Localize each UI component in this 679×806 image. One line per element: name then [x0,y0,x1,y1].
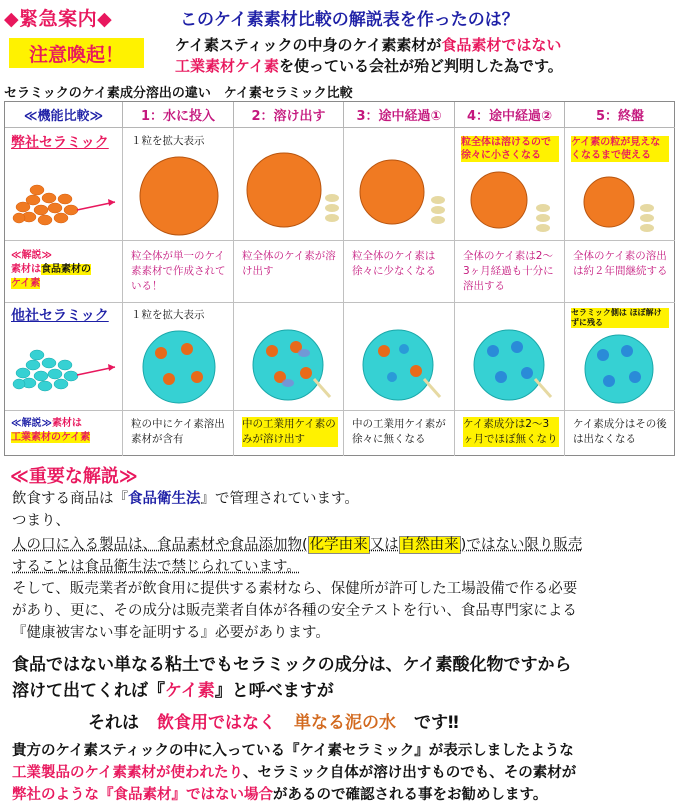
row2-note [11,417,90,445]
important-p3 [12,534,582,556]
row1-stage5-caption: ケイ素の粒が見えなくなるまで使える [571,136,669,162]
row2-exp2-cell [234,411,344,456]
big2-b: ケイ素 [165,681,215,701]
big-line-3 [88,710,459,736]
row2-stage1-cell [123,303,234,411]
intro-line2-a: 工業素材ケイ素 [175,57,279,75]
c2-a: 工業製品のケイ素素材が使われたり [12,765,243,781]
important-p7: 『健康被害ない事を証明する』必要があります。 [12,625,330,641]
p1-b: 食品衛生法 [128,491,201,507]
row1-stage4-cell [455,128,565,241]
row2-stage4-cell [455,303,565,411]
row1-stage5-cell [565,128,675,241]
row2-exp2: 中の工業用ケイ素のみが溶け出す [242,417,338,447]
row1-exp5-cell [565,241,675,303]
row2-stage2-cell [234,303,344,411]
intro-text [175,35,563,77]
closing-line-2 [12,762,576,784]
row1-exp4-cell [455,241,565,303]
row2-note-cell [5,411,123,456]
cyan-ball-releasing-icon [250,325,340,409]
row1-exp1: 粒全体が単一のケイ素素材で作成されている！ [131,250,226,292]
col-header-1: 1：水に投入 [123,102,234,128]
row2-exp4: ケイ素成分は2〜3ヶ月でほぼ無くなり [463,418,558,445]
orange-ball-large-icon [137,154,221,238]
caution-badge: 注意喚起！ [9,38,144,68]
row1-exp3-cell [344,241,455,303]
row1-exp2: 粒全体のケイ素が溶け出す [242,250,336,277]
closing-line-3 [12,784,547,806]
row2-note-b: 工業素材のケイ素 [11,432,91,443]
row1-note [11,249,91,291]
cyan-ball-with-orange-icon [139,327,219,407]
big3-a: それは [88,713,139,733]
big2-a: 溶けて出てくれば『 [12,681,165,701]
important-title: ≪重要な解説≫ [10,466,138,487]
c2-b: 、セラミック自体が溶け出すものでも、その素材が [242,765,577,781]
row1-label: 弊社セラミック [11,135,109,151]
row2-label: 他社セラミック [11,308,109,324]
closing-line-1: 貴方のケイ素スティックの中に入っている『ケイ素セラミック』が表示しましたような [12,743,574,759]
orange-ball-dissolving-icon [244,150,342,234]
row2-stage3-cell [344,303,455,411]
row2-exp1: 粒の中にケイ素溶出素材が含有 [131,418,225,445]
cyan-ball-fewer-orange-icon [360,325,450,409]
intro-line1-b: 食品素材ではない [441,36,562,54]
c3-b: があるので確認される事をお勧めします。 [273,787,548,803]
row2-exp1-cell [123,411,234,456]
col-header-2: 2：溶け出す [234,102,344,128]
row2-exp5-cell [565,411,675,456]
orange-ball-tiny-icon [581,172,671,238]
col-header-0: ≪機能比較≫ [5,102,123,128]
row2-note-label: ≪解説≫ [11,418,52,429]
intro-line1-a: ケイ素スティックの中身のケイ素素材が [175,36,442,54]
row1-exp2-cell [234,241,344,303]
row2-stage5-caption: セラミック側は ほぼ解けずに残る [571,308,669,328]
big2-c: 』と呼べますが [214,681,334,701]
row1-exp5: 全体のケイ素の溶出は約２年間継続する [573,250,668,277]
comparison-table [4,101,675,456]
big3-c: 単なる泥の水 [294,713,396,733]
row1-note-label: ≪解説≫ [11,250,52,261]
p3-a: 人の口に入る製品は、食品素材や食品添加物( [12,537,308,553]
row1-note-c: ケイ素 [11,278,41,289]
important-p2: つまり、 [12,513,70,529]
orange-ball-medium-icon [356,154,454,234]
col-header-4: 4：途中経過② [455,102,565,128]
cyan-ball-final-icon [581,331,661,409]
important-p1 [12,488,359,510]
row1-stage1-cell [123,128,234,241]
row2-label-cell [5,303,123,411]
c3-a: 弊社のような『食品素材』ではない場合 [12,787,273,803]
row1-stage2-cell [234,128,344,241]
p3-b: 化学由来 [309,537,368,553]
urgent-label: ◆緊急案内◆ [4,8,113,30]
big3-d: です‼ [414,713,459,733]
cyan-granules-icon [11,341,119,401]
orange-ball-small-icon [469,168,563,238]
big3-b: 飲食用ではなく [157,713,276,733]
section-title: セラミックのケイ素成分溶出の違い ケイ素セラミック比較 [4,86,353,101]
p1-c: 』で管理されています。 [200,491,359,507]
row1-stage1-caption: １粒を拡大表示 [131,135,205,147]
row2-stage5-cell [565,303,675,411]
row2-exp4-cell [455,411,565,456]
row2-note-a: 素材は [51,418,82,429]
important-p5: そして、販売業者が飲食用に提供する素材なら、保健所が許可した工場設備で作る必要 [12,581,578,597]
cyan-ball-blue-dots-icon [471,325,561,409]
p3-e: )ではない限り販売 [460,537,583,553]
row1-exp4: 全体のケイ素は2〜3ヶ月経過も十分に溶出する [463,250,554,292]
row1-exp1-cell [123,241,234,303]
big-line-1: 食品ではない単なる粘土でもセラミックの成分は、ケイ素酸化物ですから [12,655,572,675]
row1-note-a: 素材は [11,264,41,275]
page-title: このケイ素素材比較の解説表を作ったのは？ [180,10,519,30]
row1-label-cell [5,128,123,241]
p3-d: 自然由来 [400,537,459,553]
row2-exp3: 中の工業用ケイ素が徐々に無くなる [352,418,446,445]
row1-stage3-cell [344,128,455,241]
row1-note-b: 食品素材の [41,264,91,275]
row2-exp3-cell [344,411,455,456]
important-p4: することは食品衛生法で禁じられています。 [12,559,301,575]
important-p6: があり、更に、その成分は販売業者自体が各種の安全テストを行い、食品専門家による [12,603,577,619]
p3-c: 又は [369,537,399,553]
intro-line2-b: を使っている会社が殆ど判明した為です。 [278,57,563,75]
p1-a: 飲食する商品は『 [12,491,128,507]
row1-stage4-caption: 粒全体は溶けるので徐々に小さくなる [461,136,559,162]
row1-note-cell [5,241,123,303]
row1-exp3: 粒全体のケイ素は徐々に少なくなる [352,250,436,277]
row2-exp5: ケイ素成分はその後は出なくなる [573,418,667,445]
col-header-3: 3：途中経過① [344,102,455,128]
orange-granules-icon [11,172,119,232]
col-header-5: 5：終盤 [565,102,675,128]
big-line-2 [12,678,334,704]
row2-stage1-caption: １粒を拡大表示 [131,309,205,321]
